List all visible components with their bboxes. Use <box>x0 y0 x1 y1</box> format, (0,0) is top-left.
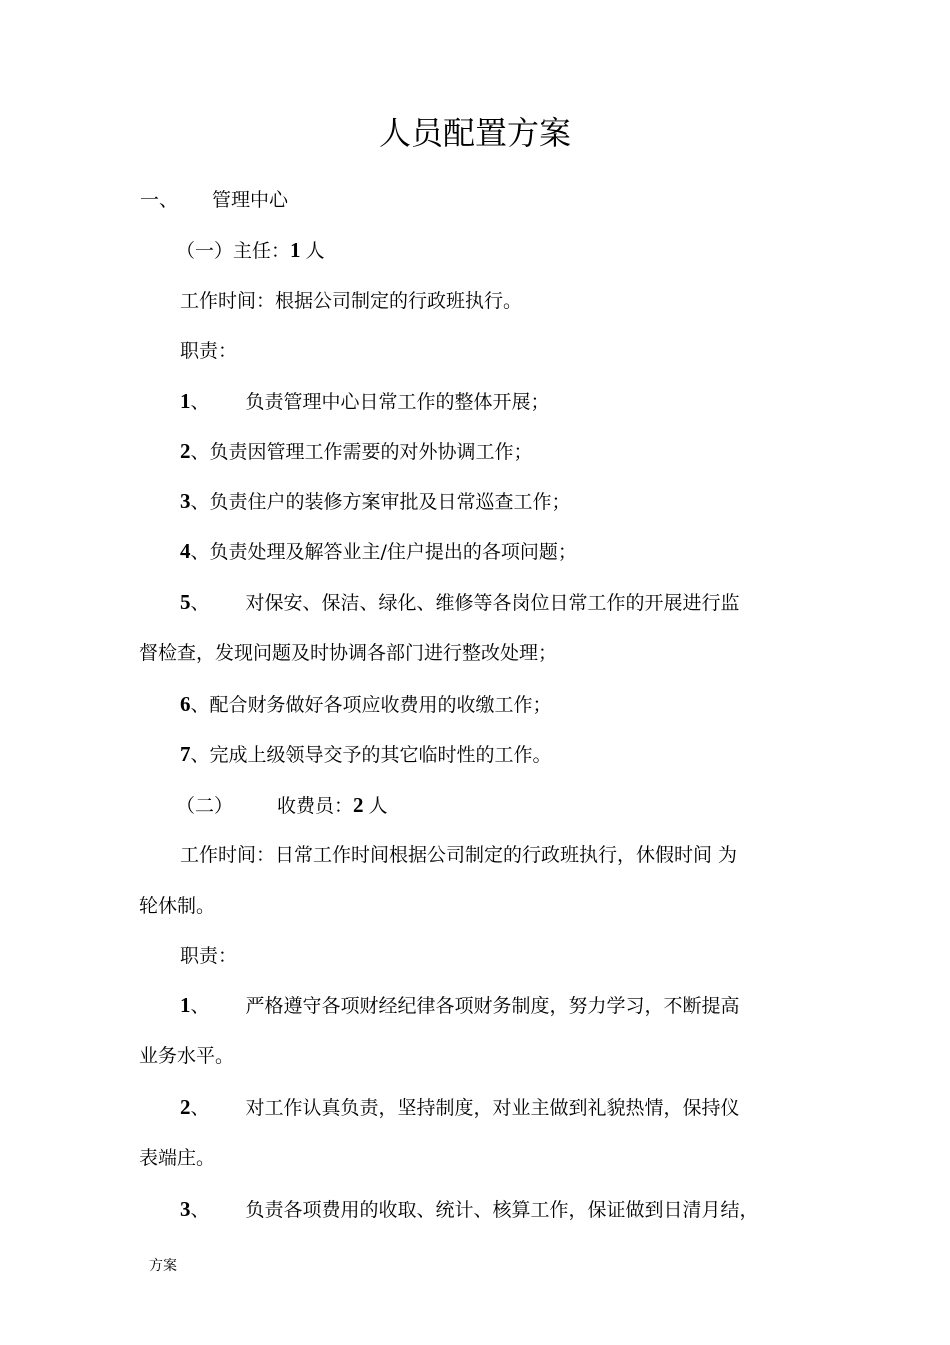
section-label: 管理中心 <box>212 189 289 211</box>
role-count: 1 <box>290 238 301 262</box>
duty-item: 2、负责因管理工作需要的对外协调工作； <box>180 439 533 463</box>
worktime-continuation: 轮休制。 <box>139 895 216 917</box>
section-heading <box>140 188 288 212</box>
duty-item: 3、 负责各项费用的收取、统计、核算工作，保证做到日清月结， <box>180 1197 759 1221</box>
duty-item: 7、完成上级领导交予的其它临时性的工作。 <box>180 742 552 766</box>
role-prefix: （二） <box>176 795 234 817</box>
duty-item: 6、配合财务做好各项应收费用的收缴工作； <box>180 692 552 716</box>
role-unit: 人 <box>368 795 388 817</box>
duty-item: 3、负责住户的装修方案审批及日常巡查工作； <box>180 489 571 513</box>
role-prefix: （一）主任： <box>176 240 291 262</box>
duty-item: 2、 对工作认真负责，坚持制度，对业主做到礼貌热情，保持仪 <box>180 1095 740 1119</box>
page-footer: 方案 <box>149 1258 177 1274</box>
role-label: 收费员： <box>277 795 354 817</box>
duty-item: 5、 对保安、保洁、绿化、维修等各岗位日常工作的开展进行监 <box>180 590 740 614</box>
section-number: 一、 <box>140 189 179 211</box>
worktime-text: 工作时间：日常工作时间根据公司制定的行政班执行，休假时间 为 <box>180 844 738 866</box>
document-title: 人员配置方案 <box>378 114 571 152</box>
role-count: 2 <box>353 793 364 817</box>
role-unit: 人 <box>305 240 325 262</box>
duty-item: 1、 负责管理中心日常工作的整体开展； <box>180 389 550 413</box>
duty-label: 职责： <box>180 340 238 362</box>
duty-item: 1、 严格遵守各项财经纪律各项财务制度，努力学习，不断提高 <box>180 993 740 1017</box>
duty-item-continuation: 督检查，发现问题及时协调各部门进行整改处理； <box>139 642 558 664</box>
duty-item-continuation: 业务水平。 <box>139 1045 235 1067</box>
duty-item-continuation: 表端庄。 <box>139 1147 216 1169</box>
duty-label: 职责： <box>180 945 238 967</box>
duty-item: 4、负责处理及解答业主/住户提出的各项问题； <box>180 539 577 563</box>
worktime-text: 工作时间：根据公司制定的行政班执行。 <box>180 290 523 312</box>
role-heading <box>176 238 325 263</box>
role-heading <box>176 793 388 818</box>
